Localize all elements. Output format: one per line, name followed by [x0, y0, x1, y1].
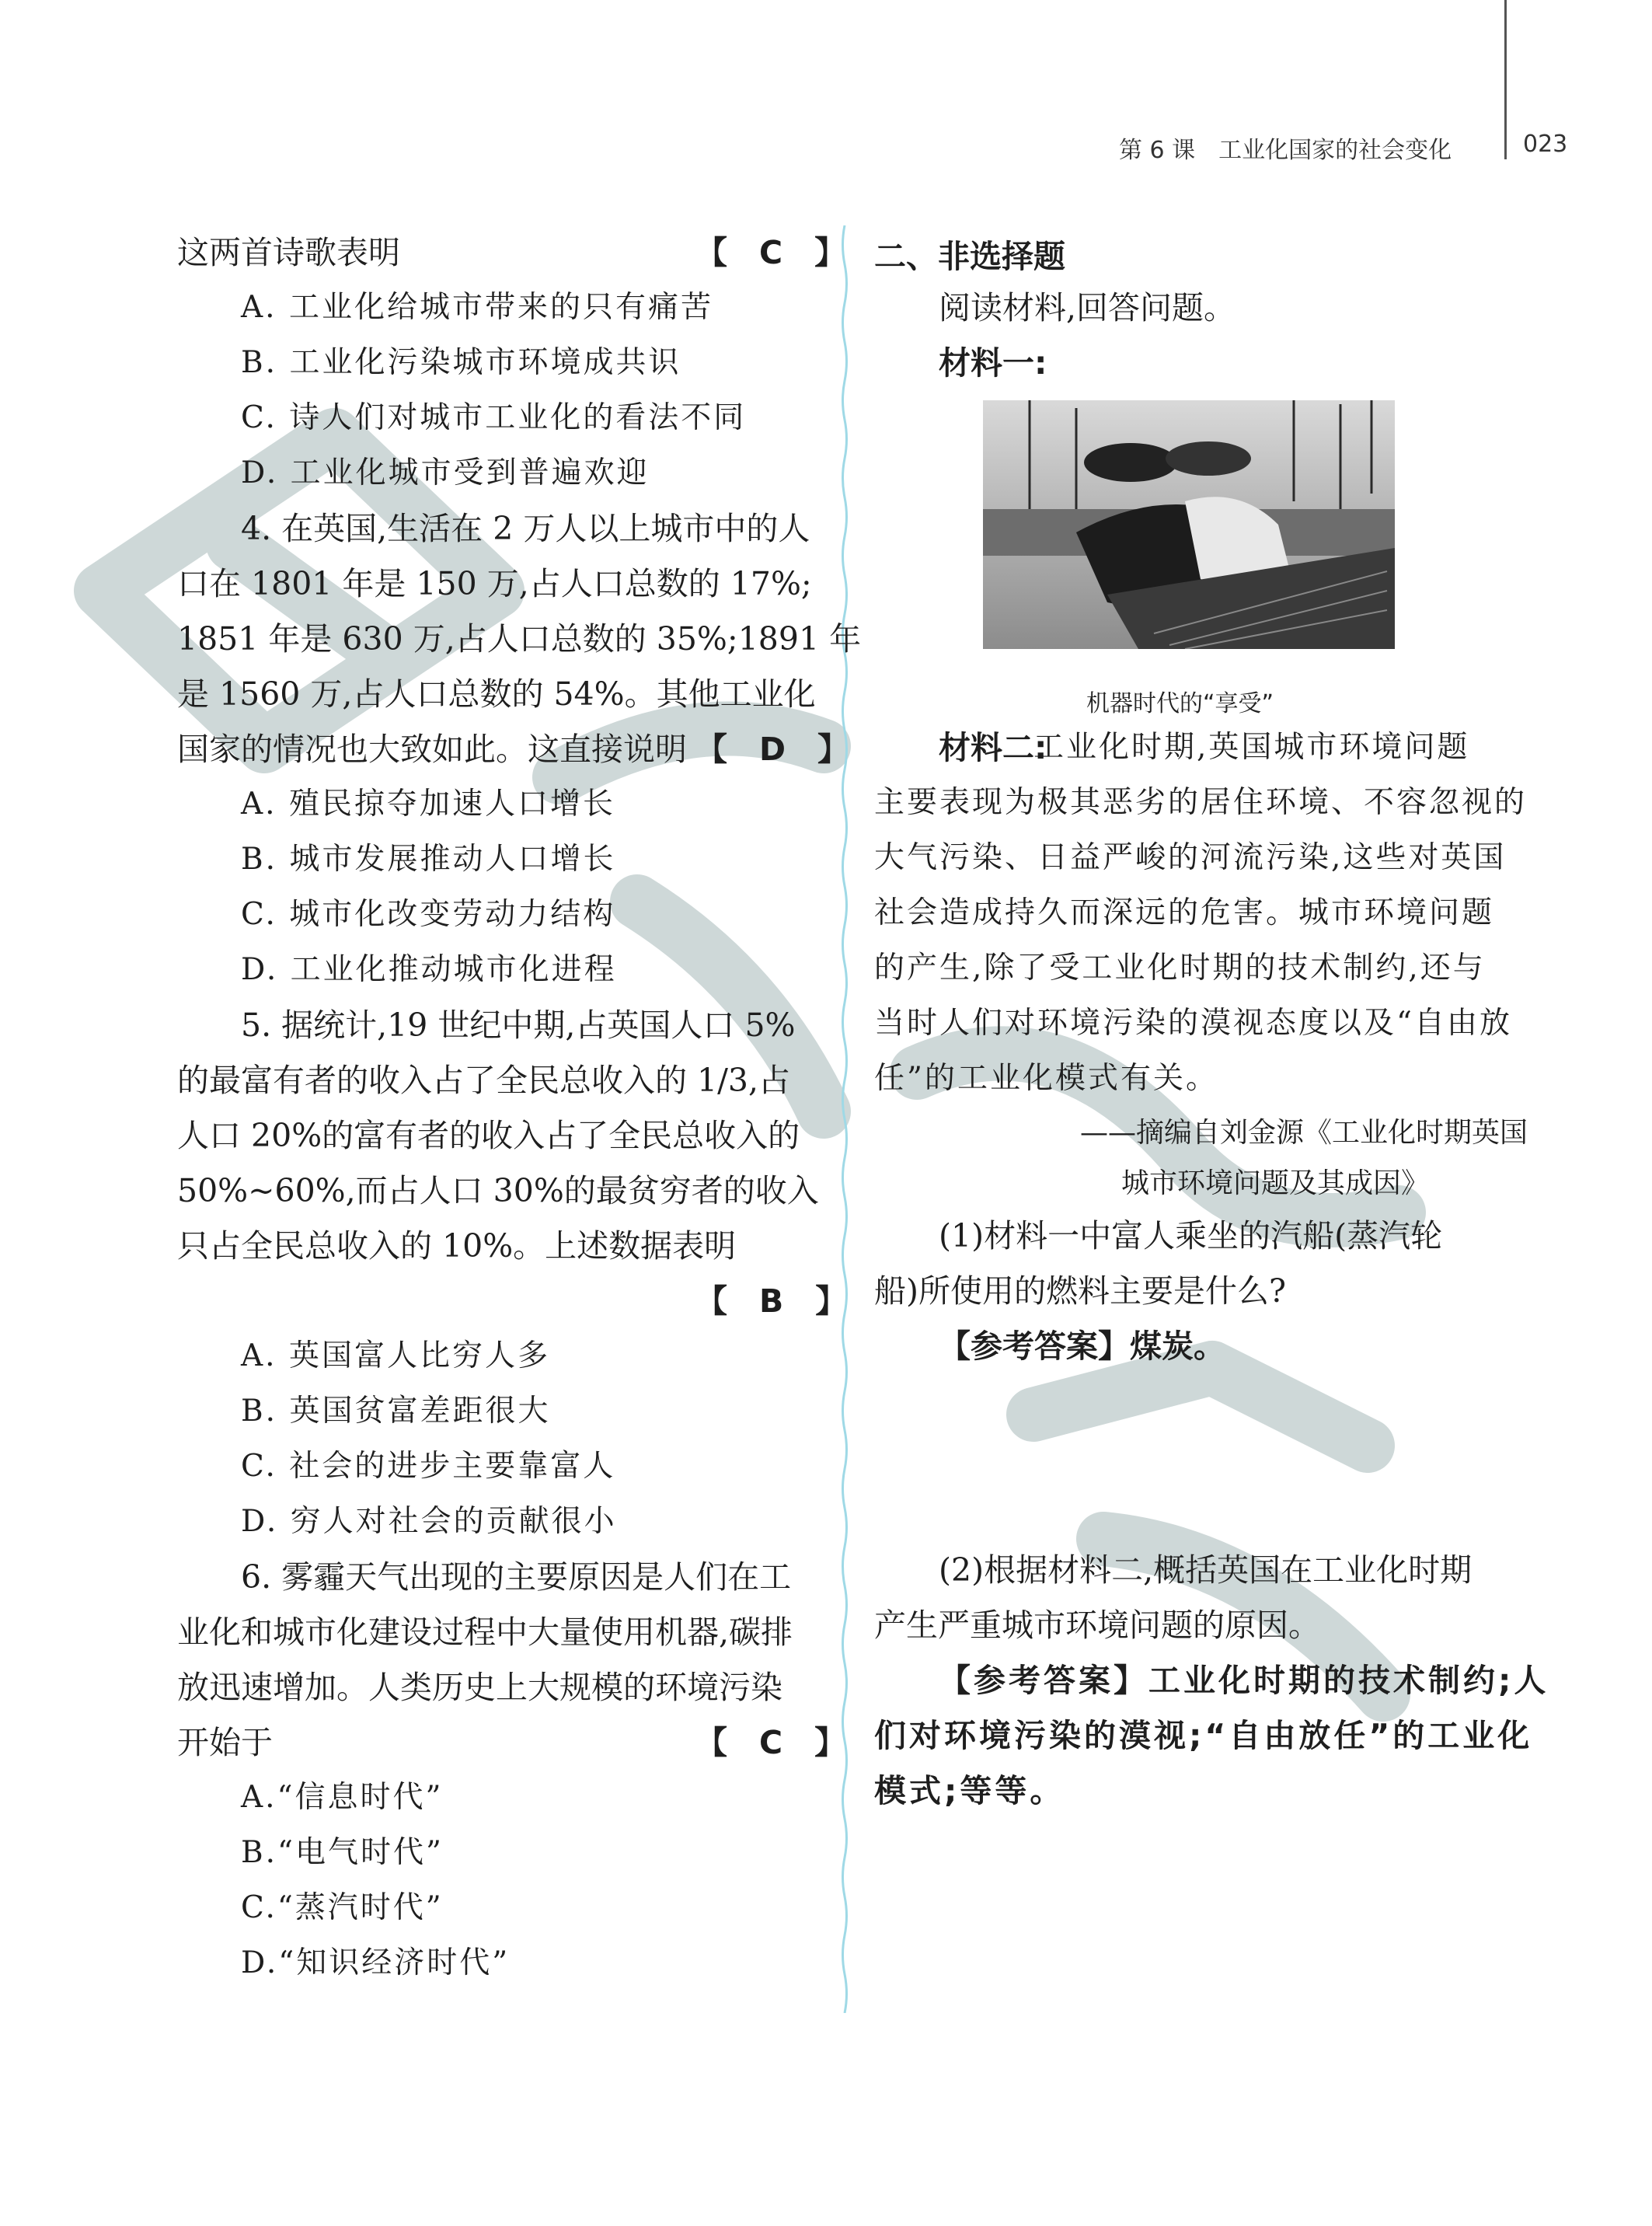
q6-option-c: C.“蒸汽时代”: [241, 1890, 444, 1925]
q4-line: 4. 在英国,生活在 2 万人以上城市中的人: [241, 510, 810, 547]
steamboat-photo: [983, 400, 1395, 649]
q4-option-a: A. 殖民掠夺加速人口增长: [241, 787, 615, 822]
section-title: 二、非选择题: [874, 238, 1065, 275]
q2-answer-line: 模式;等等。: [874, 1772, 1065, 1809]
q5-option-c: C. 社会的进步主要靠富人: [241, 1449, 616, 1484]
q2-answer-line: 们对环境污染的漠视;“自由放任”的工业化: [874, 1717, 1533, 1754]
material1-label: 材料一:: [939, 344, 1047, 382]
q3-option-d: D. 工业化城市受到普遍欢迎: [241, 455, 650, 490]
material2-label: 材料二:: [939, 729, 1047, 766]
header-divider: [1504, 0, 1507, 159]
q5-option-a: A. 英国富人比穷人多: [241, 1338, 550, 1373]
q3-option-a: A. 工业化给城市带来的只有痛苦: [241, 290, 713, 325]
q5-option-d: D. 穷人对社会的贡献很小: [241, 1504, 617, 1539]
q5-line: 50%~60%,而占人口 30%的最贫穷者的收入: [177, 1172, 819, 1209]
lesson-title: 第 6 课 工业化国家的社会变化: [1119, 137, 1452, 164]
q6-option-b: B.“电气时代”: [241, 1835, 444, 1870]
material2-line: 大气污染、日益严峻的河流污染,这些对英国: [874, 840, 1507, 875]
q4-answer: 【 D 】: [695, 731, 850, 768]
q6-line: 开始于: [177, 1724, 273, 1761]
material2-line: 工业化时期,英国城市环境问题: [1033, 730, 1470, 765]
figure-caption: 机器时代的“享受”: [1086, 690, 1274, 717]
q5-line: 5. 据统计,19 世纪中期,占英国人口 5%: [241, 1007, 796, 1044]
source-citation: 城市环境问题及其成因》: [1121, 1167, 1430, 1199]
q4-option-d: D. 工业化推动城市化进程: [241, 952, 617, 987]
q5-line: 的最富有者的收入占了全民总收入的 1/3,占: [177, 1062, 791, 1099]
material2-line: 任”的工业化模式有关。: [874, 1061, 1218, 1096]
q4-line: 是 1560 万,占人口总数的 54%。其他工业化: [177, 675, 816, 713]
q1-answer: 煤炭。: [1130, 1328, 1225, 1365]
q6-answer: 【 C 】: [695, 1724, 847, 1761]
q2-line: (2)根据材料二,概括英国在工业化时期: [939, 1551, 1473, 1589]
q3-stem: 这两首诗歌表明: [177, 234, 400, 271]
q4-line: 口在 1801 年是 150 万,占人口总数的 17%;: [177, 565, 812, 602]
material2-line: 当时人们对环境污染的漠视态度以及“自由放: [874, 1006, 1512, 1041]
q5-line: 人口 20%的富有者的收入占了全民总收入的: [177, 1117, 800, 1154]
q5-option-b: B. 英国贫富差距很大: [241, 1394, 551, 1429]
q4-line: 1851 年是 630 万,占人口总数的 35%;1891 年: [177, 620, 862, 658]
q6-line: 业化和城市化建设过程中大量使用机器,碳排: [177, 1614, 793, 1651]
intro-text: 阅读材料,回答问题。: [939, 289, 1236, 326]
q1-line: (1)材料一中富人乘坐的汽船(蒸汽轮: [939, 1217, 1443, 1254]
material2-line: 的产生,除了受工业化时期的技术制约,还与: [874, 951, 1486, 986]
page-number: 023: [1523, 131, 1568, 158]
q4-option-c: C. 城市化改变劳动力结构: [241, 897, 616, 932]
q3-answer: 【 C 】: [695, 234, 847, 271]
q2-answer-line: 【参考答案】工业化时期的技术制约;人: [939, 1662, 1549, 1699]
q6-option-a: A.“信息时代”: [241, 1780, 444, 1815]
source-citation: ——摘编自刘金源《工业化时期英国: [1080, 1117, 1528, 1149]
material2-line: 社会造成持久而深远的危害。城市环境问题: [874, 895, 1495, 930]
q6-line: 6. 雾霾天气出现的主要原因是人们在工: [241, 1558, 792, 1596]
q4-option-b: B. 城市发展推动人口增长: [241, 842, 616, 877]
q4-line: 国家的情况也大致如此。这直接说明: [177, 731, 687, 768]
q1-line: 船)所使用的燃料主要是什么?: [874, 1272, 1286, 1310]
q6-option-d: D.“知识经济时代”: [241, 1945, 511, 1980]
q6-line: 放迅速增加。人类历史上大规模的环境污染: [177, 1669, 782, 1706]
q5-line: 只占全民总收入的 10%。上述数据表明: [177, 1227, 737, 1265]
material2-line: 主要表现为极其恶劣的居住环境、不容忽视的: [874, 785, 1528, 820]
q3-option-c: C. 诗人们对城市工业化的看法不同: [241, 400, 747, 435]
q3-option-b: B. 工业化污染城市环境成共识: [241, 345, 681, 380]
q2-line: 产生严重城市环境问题的原因。: [874, 1607, 1320, 1644]
q5-answer: 【 B 】: [695, 1282, 848, 1320]
q1-answer-label: 【参考答案】: [939, 1328, 1130, 1365]
